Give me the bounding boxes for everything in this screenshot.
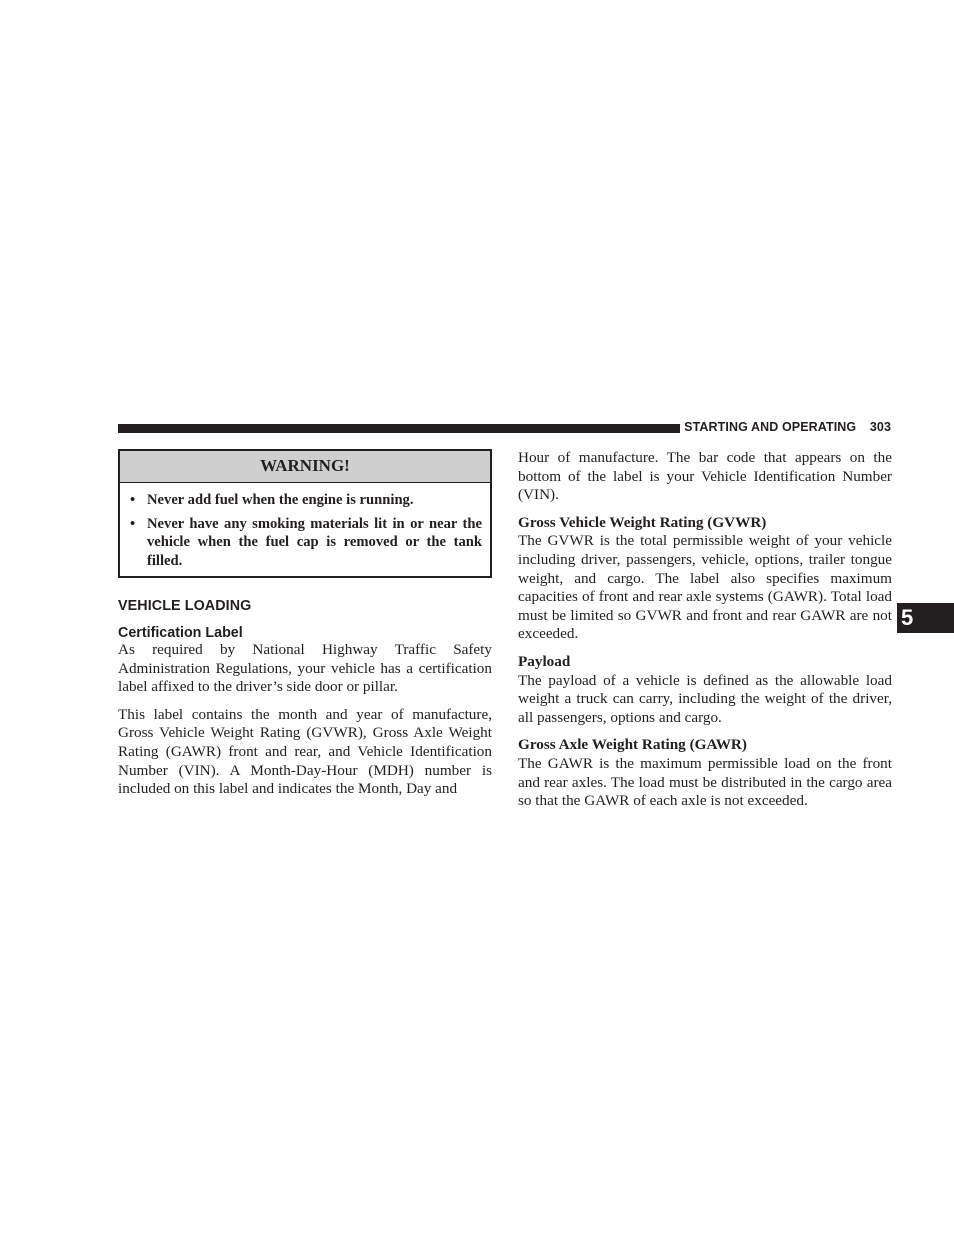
paragraph: This label contains the month and year of manufacture, Gross Vehicle Weight Rating (GVWR), Gross Axle Weight Rating (GAWR) front and rear, and Vehicle Identification Number (VIN). A Month-Day-Hour (MDH) number is included on this label and indicates the Month, Day and <box>118 705 492 798</box>
paragraph: As required by National Highway Traffic Safety Administration Regulations, your vehicle has a certification label affixed to the driver’s side door or pillar. <box>118 641 492 696</box>
warning-item-text: Never have any smoking materials lit in or near the vehicle when the fuel cap is removed or the tank filled. <box>147 515 482 569</box>
warning-item <box>130 491 482 510</box>
warning-list <box>120 483 490 570</box>
paragraph: The payload of a vehicle is defined as the allowable load weight a truck can carry, including the weight of the driver, all passengers, options and cargo. <box>518 671 892 726</box>
payload-heading: Payload <box>518 652 571 670</box>
warning-box <box>118 449 492 578</box>
paragraph: The GVWR is the total permissible weight of your vehicle including driver, passengers, vehicle, options, trailer tongue weight, and cargo. The label also specifies maximum capacities of front and rear axle systems (GAWR). Total load must be limited so GVWR and front and rear GAWR are not exceeded. <box>518 532 892 643</box>
warning-item-text: Never add fuel when the engine is running. <box>147 492 414 508</box>
left-column <box>118 449 492 799</box>
chapter-tab: 5 <box>897 603 954 633</box>
section-heading: VEHICLE LOADING <box>118 598 252 614</box>
paragraph: The GAWR is the maximum permissible load on the front and rear axles. The load must be distributed in the cargo area so that the GAWR of each axle is not exceeded. <box>518 754 892 810</box>
gawr-heading: Gross Axle Weight Rating (GAWR) <box>518 736 747 754</box>
gawr-block <box>518 736 892 810</box>
right-column <box>518 449 892 811</box>
header-rule <box>118 424 680 433</box>
gvwr-block <box>518 514 892 644</box>
payload-block <box>518 653 892 727</box>
gvwr-heading: Gross Vehicle Weight Rating (GVWR) <box>518 513 767 531</box>
warning-item <box>130 515 482 571</box>
subheading: Certification Label <box>118 625 243 641</box>
bullet-icon: • <box>130 515 136 532</box>
header-section-title: STARTING AND OPERATING <box>684 420 857 434</box>
running-header <box>684 420 891 434</box>
warning-title: WARNING! <box>120 451 490 483</box>
paragraph: Hour of manufacture. The bar code that appears on the bottom of the label is your Vehicle Identification Number (VIN). <box>518 449 892 504</box>
bullet-icon: • <box>130 492 136 508</box>
page-number: 303 <box>869 420 891 434</box>
